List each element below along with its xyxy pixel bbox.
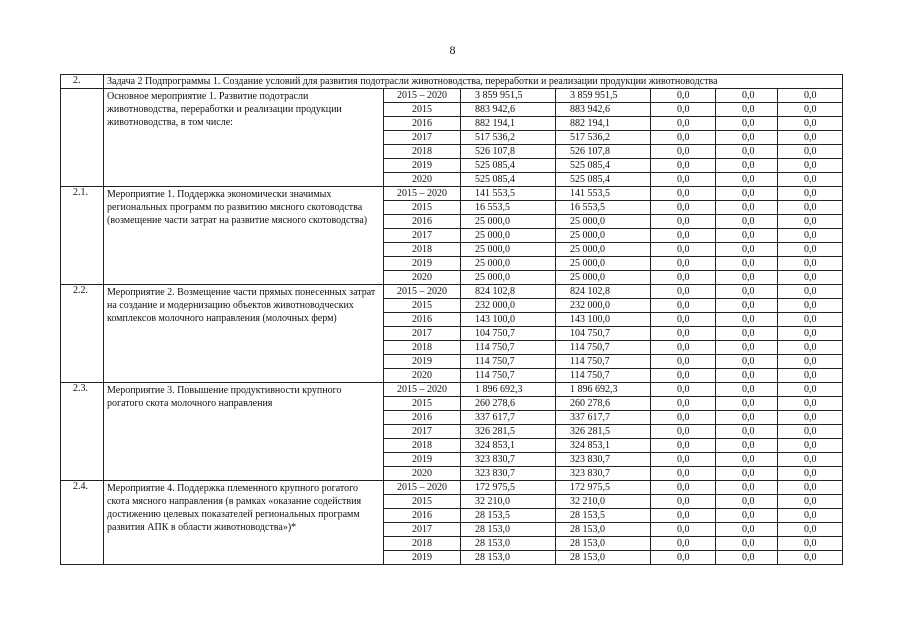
source-value-cell: 0,0	[651, 509, 716, 523]
source-value-cell: 0,0	[651, 355, 716, 369]
total-value-cell: 1 896 692,3	[461, 383, 556, 397]
budget-value-cell: 25 000,0	[556, 271, 651, 285]
source-value-cell: 0,0	[651, 215, 716, 229]
source-value-cell: 0,0	[651, 523, 716, 537]
item-description: Мероприятие 2. Возмещение части прямых понесенных затрат на создание и модернизацию объектов животноводческих комплексов молочного направления (молочных ферм)	[104, 285, 384, 383]
total-value-cell: 337 617,7	[461, 411, 556, 425]
source-value-cell: 0,0	[651, 397, 716, 411]
source-value-cell: 0,0	[778, 425, 843, 439]
source-value-cell: 0,0	[651, 453, 716, 467]
source-value-cell: 0,0	[778, 117, 843, 131]
total-value-cell: 104 750,7	[461, 327, 556, 341]
item-number: 2.1.	[61, 187, 104, 285]
year-cell: 2016	[384, 313, 461, 327]
year-cell: 2015 – 2020	[384, 187, 461, 201]
source-value-cell: 0,0	[651, 425, 716, 439]
budget-value-cell: 28 153,0	[556, 537, 651, 551]
source-value-cell: 0,0	[778, 285, 843, 299]
total-value-cell: 25 000,0	[461, 243, 556, 257]
item-description: Мероприятие 4. Поддержка племенного крупного рогатого скота мясного направления (в рамках «оказание содействия достижению целевых показателей региональных программ развития АПК в области животноводства»)*	[104, 481, 384, 565]
table-row	[61, 285, 843, 299]
total-value-cell: 114 750,7	[461, 355, 556, 369]
year-cell: 2015	[384, 495, 461, 509]
budget-value-cell: 141 553,5	[556, 187, 651, 201]
budget-value-cell: 28 153,0	[556, 551, 651, 565]
source-value-cell: 0,0	[778, 383, 843, 397]
source-value-cell: 0,0	[778, 341, 843, 355]
source-value-cell: 0,0	[651, 271, 716, 285]
source-value-cell: 0,0	[778, 145, 843, 159]
source-value-cell: 0,0	[778, 271, 843, 285]
source-value-cell: 0,0	[778, 467, 843, 481]
source-value-cell: 0,0	[651, 201, 716, 215]
source-value-cell: 0,0	[716, 215, 778, 229]
source-value-cell: 0,0	[716, 327, 778, 341]
source-value-cell: 0,0	[778, 173, 843, 187]
total-value-cell: 28 153,0	[461, 523, 556, 537]
source-value-cell: 0,0	[716, 439, 778, 453]
year-cell: 2020	[384, 173, 461, 187]
source-value-cell: 0,0	[651, 131, 716, 145]
total-value-cell: 28 153,0	[461, 551, 556, 565]
budget-value-cell: 525 085,4	[556, 173, 651, 187]
source-value-cell: 0,0	[716, 467, 778, 481]
year-cell: 2017	[384, 425, 461, 439]
total-value-cell: 28 153,5	[461, 509, 556, 523]
budget-value-cell: 1 896 692,3	[556, 383, 651, 397]
source-value-cell: 0,0	[778, 131, 843, 145]
source-value-cell: 0,0	[778, 215, 843, 229]
total-value-cell: 526 107,8	[461, 145, 556, 159]
source-value-cell: 0,0	[778, 439, 843, 453]
year-cell: 2018	[384, 341, 461, 355]
table-row	[61, 89, 843, 103]
source-value-cell: 0,0	[778, 509, 843, 523]
total-value-cell: 824 102,8	[461, 285, 556, 299]
year-cell: 2015	[384, 201, 461, 215]
year-cell: 2020	[384, 369, 461, 383]
year-cell: 2019	[384, 159, 461, 173]
total-value-cell: 16 553,5	[461, 201, 556, 215]
source-value-cell: 0,0	[651, 481, 716, 495]
source-value-cell: 0,0	[778, 187, 843, 201]
table-body	[61, 75, 843, 565]
total-value-cell: 114 750,7	[461, 341, 556, 355]
source-value-cell: 0,0	[651, 257, 716, 271]
source-value-cell: 0,0	[651, 89, 716, 103]
total-value-cell: 172 975,5	[461, 481, 556, 495]
total-value-cell: 25 000,0	[461, 271, 556, 285]
total-value-cell: 525 085,4	[461, 173, 556, 187]
year-cell: 2019	[384, 355, 461, 369]
budget-value-cell: 3 859 951,5	[556, 89, 651, 103]
budget-value-cell: 883 942,6	[556, 103, 651, 117]
source-value-cell: 0,0	[651, 411, 716, 425]
source-value-cell: 0,0	[716, 257, 778, 271]
source-value-cell: 0,0	[716, 453, 778, 467]
table-row	[61, 187, 843, 201]
total-value-cell: 882 194,1	[461, 117, 556, 131]
year-cell: 2019	[384, 257, 461, 271]
source-value-cell: 0,0	[651, 383, 716, 397]
source-value-cell: 0,0	[778, 229, 843, 243]
source-value-cell: 0,0	[716, 103, 778, 117]
year-cell: 2016	[384, 509, 461, 523]
source-value-cell: 0,0	[651, 159, 716, 173]
source-value-cell: 0,0	[716, 355, 778, 369]
task-number: 2.	[61, 75, 104, 89]
source-value-cell: 0,0	[716, 159, 778, 173]
year-cell: 2015	[384, 299, 461, 313]
budget-value-cell: 28 153,0	[556, 523, 651, 537]
table-row	[61, 383, 843, 397]
source-value-cell: 0,0	[778, 411, 843, 425]
total-value-cell: 323 830,7	[461, 467, 556, 481]
source-value-cell: 0,0	[716, 397, 778, 411]
total-value-cell: 141 553,5	[461, 187, 556, 201]
total-value-cell: 25 000,0	[461, 229, 556, 243]
source-value-cell: 0,0	[651, 537, 716, 551]
budget-value-cell: 114 750,7	[556, 369, 651, 383]
budget-value-cell: 232 000,0	[556, 299, 651, 313]
source-value-cell: 0,0	[651, 103, 716, 117]
item-number: 2.2.	[61, 285, 104, 383]
source-value-cell: 0,0	[778, 103, 843, 117]
item-number: 2.3.	[61, 383, 104, 481]
budget-value-cell: 324 853,1	[556, 439, 651, 453]
source-value-cell: 0,0	[778, 159, 843, 173]
item-number: 2.4.	[61, 481, 104, 565]
source-value-cell: 0,0	[651, 369, 716, 383]
budget-value-cell: 25 000,0	[556, 229, 651, 243]
item-description: Основное мероприятие 1. Развитие подотрасли животноводства, переработки и реализации продукции животноводства, в том числе:	[104, 89, 384, 187]
year-cell: 2018	[384, 439, 461, 453]
total-value-cell: 517 536,2	[461, 131, 556, 145]
total-value-cell: 25 000,0	[461, 215, 556, 229]
source-value-cell: 0,0	[778, 201, 843, 215]
budget-value-cell: 260 278,6	[556, 397, 651, 411]
total-value-cell: 25 000,0	[461, 257, 556, 271]
budget-value-cell: 526 107,8	[556, 145, 651, 159]
budget-value-cell: 882 194,1	[556, 117, 651, 131]
source-value-cell: 0,0	[651, 285, 716, 299]
source-value-cell: 0,0	[778, 355, 843, 369]
source-value-cell: 0,0	[716, 89, 778, 103]
total-value-cell: 324 853,1	[461, 439, 556, 453]
year-cell: 2018	[384, 243, 461, 257]
year-cell: 2020	[384, 271, 461, 285]
source-value-cell: 0,0	[651, 439, 716, 453]
source-value-cell: 0,0	[716, 369, 778, 383]
budget-value-cell: 114 750,7	[556, 341, 651, 355]
year-cell: 2017	[384, 523, 461, 537]
page-number: 8	[449, 43, 456, 57]
budget-value-cell: 25 000,0	[556, 215, 651, 229]
year-cell: 2015 – 2020	[384, 285, 461, 299]
source-value-cell: 0,0	[651, 467, 716, 481]
year-cell: 2017	[384, 327, 461, 341]
source-value-cell: 0,0	[778, 495, 843, 509]
source-value-cell: 0,0	[716, 271, 778, 285]
source-value-cell: 0,0	[651, 299, 716, 313]
item-description: Мероприятие 1. Поддержка экономически значимых региональных программ по развитию мясного скотоводства (возмещение части затрат на развитие мясного скотоводства)	[104, 187, 384, 285]
source-value-cell: 0,0	[716, 495, 778, 509]
budget-value-cell: 323 830,7	[556, 453, 651, 467]
budget-value-cell: 337 617,7	[556, 411, 651, 425]
source-value-cell: 0,0	[778, 537, 843, 551]
item-description: Мероприятие 3. Повышение продуктивности крупного рогатого скота молочного направления	[104, 383, 384, 481]
total-value-cell: 232 000,0	[461, 299, 556, 313]
source-value-cell: 0,0	[778, 243, 843, 257]
task-title: Задача 2 Подпрограммы 1. Создание условий для развития подотрасли животноводства, переработки и реализации продукции животноводства	[104, 75, 843, 89]
year-cell: 2015 – 2020	[384, 481, 461, 495]
total-value-cell: 3 859 951,5	[461, 89, 556, 103]
budget-value-cell: 525 085,4	[556, 159, 651, 173]
source-value-cell: 0,0	[716, 411, 778, 425]
source-value-cell: 0,0	[716, 117, 778, 131]
source-value-cell: 0,0	[651, 187, 716, 201]
source-value-cell: 0,0	[716, 509, 778, 523]
year-cell: 2020	[384, 467, 461, 481]
budget-value-cell: 172 975,5	[556, 481, 651, 495]
budget-value-cell: 517 536,2	[556, 131, 651, 145]
total-value-cell: 323 830,7	[461, 453, 556, 467]
source-value-cell: 0,0	[716, 187, 778, 201]
budget-value-cell: 104 750,7	[556, 327, 651, 341]
source-value-cell: 0,0	[716, 201, 778, 215]
budget-value-cell: 824 102,8	[556, 285, 651, 299]
source-value-cell: 0,0	[716, 229, 778, 243]
source-value-cell: 0,0	[651, 243, 716, 257]
source-value-cell: 0,0	[716, 341, 778, 355]
year-cell: 2015 – 2020	[384, 89, 461, 103]
total-value-cell: 32 210,0	[461, 495, 556, 509]
source-value-cell: 0,0	[651, 313, 716, 327]
source-value-cell: 0,0	[716, 313, 778, 327]
source-value-cell: 0,0	[651, 327, 716, 341]
year-cell: 2018	[384, 145, 461, 159]
source-value-cell: 0,0	[778, 327, 843, 341]
source-value-cell: 0,0	[716, 425, 778, 439]
source-value-cell: 0,0	[651, 229, 716, 243]
total-value-cell: 326 281,5	[461, 425, 556, 439]
source-value-cell: 0,0	[651, 551, 716, 565]
total-value-cell: 260 278,6	[461, 397, 556, 411]
source-value-cell: 0,0	[778, 89, 843, 103]
total-value-cell: 143 100,0	[461, 313, 556, 327]
budget-table	[60, 74, 843, 565]
source-value-cell: 0,0	[716, 383, 778, 397]
total-value-cell: 28 153,0	[461, 537, 556, 551]
source-value-cell: 0,0	[651, 173, 716, 187]
budget-value-cell: 28 153,5	[556, 509, 651, 523]
source-value-cell: 0,0	[778, 523, 843, 537]
source-value-cell: 0,0	[778, 257, 843, 271]
source-value-cell: 0,0	[716, 523, 778, 537]
year-cell: 2015	[384, 397, 461, 411]
total-value-cell: 525 085,4	[461, 159, 556, 173]
budget-value-cell: 114 750,7	[556, 355, 651, 369]
source-value-cell: 0,0	[716, 145, 778, 159]
year-cell: 2016	[384, 215, 461, 229]
source-value-cell: 0,0	[716, 173, 778, 187]
source-value-cell: 0,0	[778, 453, 843, 467]
year-cell: 2016	[384, 411, 461, 425]
source-value-cell: 0,0	[778, 551, 843, 565]
source-value-cell: 0,0	[651, 145, 716, 159]
budget-value-cell: 323 830,7	[556, 467, 651, 481]
source-value-cell: 0,0	[778, 481, 843, 495]
source-value-cell: 0,0	[778, 397, 843, 411]
budget-value-cell: 16 553,5	[556, 201, 651, 215]
budget-value-cell: 25 000,0	[556, 257, 651, 271]
budget-value-cell: 32 210,0	[556, 495, 651, 509]
source-value-cell: 0,0	[716, 299, 778, 313]
year-cell: 2019	[384, 551, 461, 565]
table-row	[61, 481, 843, 495]
budget-value-cell: 143 100,0	[556, 313, 651, 327]
year-cell: 2017	[384, 229, 461, 243]
source-value-cell: 0,0	[778, 369, 843, 383]
budget-value-cell: 25 000,0	[556, 243, 651, 257]
source-value-cell: 0,0	[716, 285, 778, 299]
source-value-cell: 0,0	[778, 299, 843, 313]
source-value-cell: 0,0	[716, 131, 778, 145]
budget-value-cell: 326 281,5	[556, 425, 651, 439]
total-value-cell: 883 942,6	[461, 103, 556, 117]
source-value-cell: 0,0	[716, 551, 778, 565]
task-row	[61, 75, 843, 89]
source-value-cell: 0,0	[651, 117, 716, 131]
year-cell: 2018	[384, 537, 461, 551]
year-cell: 2019	[384, 453, 461, 467]
source-value-cell: 0,0	[716, 481, 778, 495]
year-cell: 2015	[384, 103, 461, 117]
source-value-cell: 0,0	[651, 495, 716, 509]
source-value-cell: 0,0	[651, 341, 716, 355]
source-value-cell: 0,0	[778, 313, 843, 327]
year-cell: 2015 – 2020	[384, 383, 461, 397]
year-cell: 2017	[384, 131, 461, 145]
item-number	[61, 89, 104, 187]
source-value-cell: 0,0	[716, 537, 778, 551]
total-value-cell: 114 750,7	[461, 369, 556, 383]
source-value-cell: 0,0	[716, 243, 778, 257]
year-cell: 2016	[384, 117, 461, 131]
